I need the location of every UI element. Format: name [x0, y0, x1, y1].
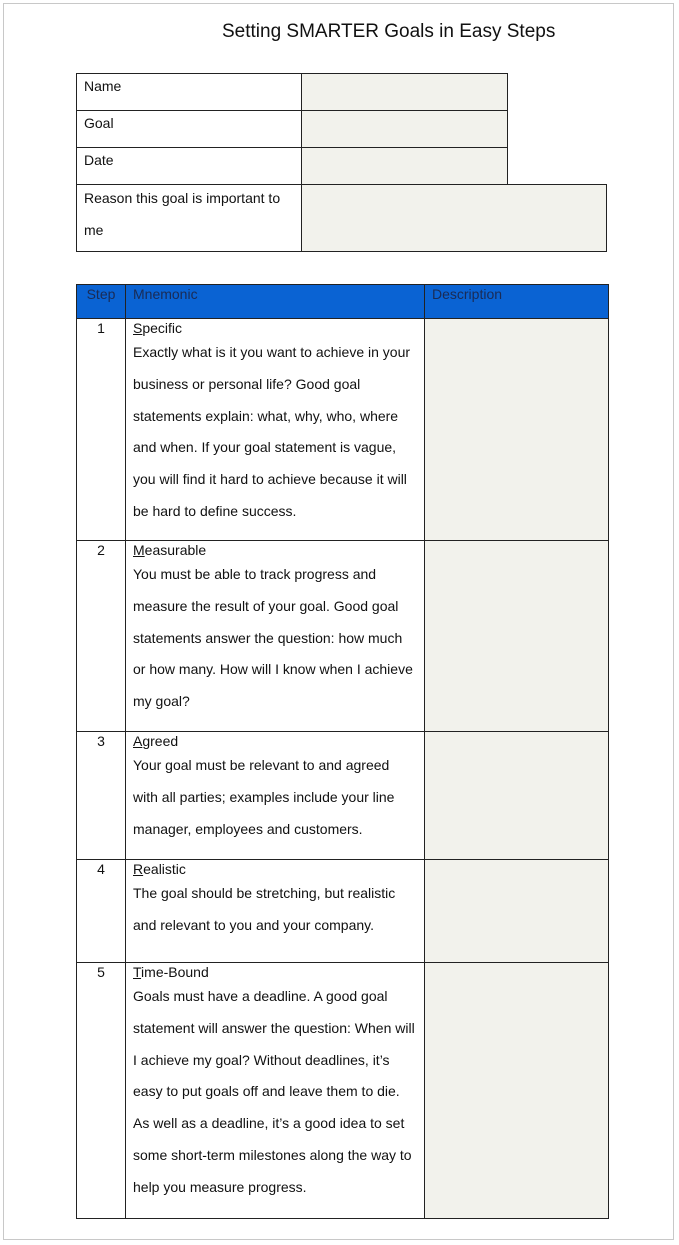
- mnemonic-cell: [126, 319, 425, 541]
- mnemonic-heading: Measurable: [133, 542, 207, 558]
- steps-table: [76, 284, 609, 1219]
- description-field[interactable]: [425, 963, 609, 1219]
- date-label: Date: [76, 147, 302, 185]
- mnemonic-text: The goal should be stretching, but realistic and relevant to you and your company.: [133, 885, 396, 933]
- description-header: Description: [425, 285, 609, 319]
- description-field[interactable]: [425, 860, 609, 963]
- mnemonic-text: You must be able to track progress and measure the result of your goal. Good goal statements answer the question: how much or how many. How will I know when I achieve my goal?: [133, 566, 413, 710]
- reason-label: [76, 184, 302, 252]
- description-field[interactable]: [425, 732, 609, 860]
- date-value-field[interactable]: [301, 147, 508, 185]
- table-row: [77, 541, 609, 732]
- mnemonic-heading: Time-Bound: [133, 964, 209, 980]
- steps-header-row: [77, 285, 609, 319]
- table-row: [77, 732, 609, 860]
- mnemonic-heading: Realistic: [133, 861, 186, 877]
- table-row: [77, 319, 609, 541]
- step-number: 5: [77, 963, 126, 1219]
- reason-value-field[interactable]: [301, 184, 607, 252]
- mnemonic-cell: [126, 963, 425, 1219]
- mnemonic-cell: [126, 860, 425, 963]
- step-number: 3: [77, 732, 126, 860]
- mnemonic-text: Exactly what is it you want to achieve in your business or personal life? Good goal statements explain: what, why, who, where and when. If your goal statement is vague, you will find it hard to achieve because it will be hard to define success.: [133, 344, 411, 519]
- page-title: Setting SMARTER Goals in Easy Steps: [222, 21, 556, 42]
- mnemonic-cell: [126, 732, 425, 860]
- table-row: [77, 860, 609, 963]
- goal-value-field[interactable]: [301, 110, 508, 148]
- name-label: Name: [76, 73, 302, 111]
- mnemonic-heading: Agreed: [133, 733, 179, 749]
- name-value-field[interactable]: [301, 73, 508, 111]
- description-field[interactable]: [425, 541, 609, 732]
- table-row: [77, 963, 609, 1219]
- step-number: 2: [77, 541, 126, 732]
- goal-label: Goal: [76, 110, 302, 148]
- reason-label-line2: me: [84, 222, 104, 238]
- mnemonic-heading: Specific: [133, 320, 183, 336]
- mnemonic-header: Mnemonic: [126, 285, 425, 319]
- step-number: 1: [77, 319, 126, 541]
- mnemonic-cell: [126, 541, 425, 732]
- description-field[interactable]: [425, 319, 609, 541]
- step-number: 4: [77, 860, 126, 963]
- step-header: Step: [77, 285, 126, 319]
- mnemonic-text: Your goal must be relevant to and agreed with all parties; examples include your line manager, employees and customers.: [133, 757, 395, 837]
- reason-label-line1: Reason this goal is important to: [84, 190, 281, 206]
- mnemonic-text: Goals must have a deadline. A good goal statement will answer the question: When will I achieve my goal? Without deadlines, it’s easy to put goals off and leave them to die. As well as a deadline, it’s a good idea to set some short-term milestones along the way to help you measure progress.: [133, 988, 415, 1195]
